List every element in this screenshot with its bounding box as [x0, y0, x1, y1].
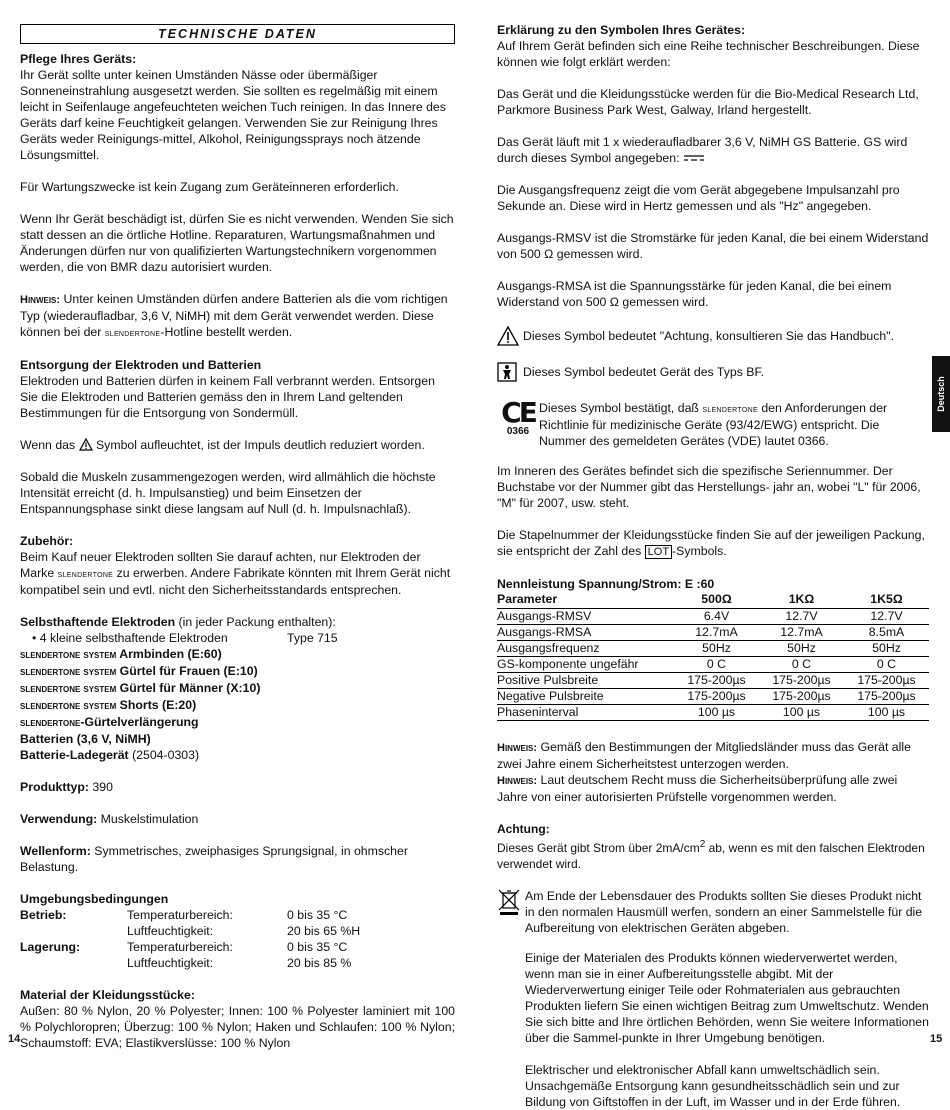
disposal-section	[20, 357, 455, 421]
impulse-note: Wenn das Symbol aufleuchtet, ist der Impuls deutlich reduziert worden.	[20, 438, 425, 452]
electrodes-list: Selbsthaftende Elektroden (in jeder Packung enthalten): • 4 kleine selbsthaftende Elektroden Type 715 slendertone system Armbinden (E:60) slendertone system Gürtel für Frauen (E:10) slendertone system Gürtel für Männer (X:10) slendertone system Shorts (E:20) slendertone-Gürtelverlängerung Batterien (3,6 V, NiMH) Batterie-Ladegerät (2504-0303)	[20, 614, 455, 763]
ce-mark-icon: CE 0366	[497, 400, 539, 438]
left-page	[20, 0, 455, 1053]
page-number-right: 15	[930, 1033, 943, 1045]
batteries-item: Batterien (3,6 V, NiMH)	[20, 732, 151, 746]
accessory-item: slendertone-Gürtelverlängerung	[20, 715, 199, 729]
waveform: Wellenform: Symmetrisches, zweiphasiges Sprungsignal, in ohmscher Belastung.	[20, 844, 408, 874]
table-row: Ausgangs-RMSA 12.7mA 12.7mA 8.5mA	[497, 624, 929, 640]
dc-symbol-icon	[683, 154, 705, 162]
electrode-item: • 4 kleine selbsthaftende Elektroden	[32, 631, 228, 645]
table-row: GS-komponente ungefähr 0 C 0 C 0 C	[497, 656, 929, 672]
material-heading: Material der Kleidungsstücke:	[20, 988, 195, 1002]
environment-heading: Umgebungsbedingungen	[20, 892, 169, 906]
serial-text: Im Inneren des Gerätes befindet sich die spezifische Seriennummer. Der Buchstabe vor der Nummer gibt das Herstellungs- jahr an, wobei "L" für 2006, "M" für 2007, usw. steht.	[497, 464, 921, 510]
caution-section: Achtung: Dieses Gerät gibt Strom über $2mA/cm^2$ ab, wenn es mit den falschen Elektroden verwendet wird.	[497, 821, 929, 872]
accessory-item: slendertone system Gürtel für Männer (X:10)	[20, 681, 261, 695]
table-heading: Nennleistung Spannung/Strom: E :60	[497, 577, 715, 591]
environment-row: Betrieb: Temperaturbereich: 0 bis 35 °C	[20, 908, 348, 922]
bf-symbol-row: Dieses Symbol bedeutet Gerät des Typs BF.	[497, 362, 929, 386]
table-row: Ausgangsfrequenz 50Hz 50Hz 50Hz	[497, 640, 929, 656]
frequency-text: Die Ausgangsfrequenz zeigt die vom Gerät abgegebene Impulsanzahl pro Sekunde an. Diese wird in Hertz gemessen und als "Hz" angegeben.	[497, 183, 900, 213]
material-section	[20, 987, 455, 1051]
table-row: Negative Pulsbreite 175-200µs 175-200µs 175-200µs	[497, 688, 929, 704]
note-label: Hinweis:	[497, 741, 538, 754]
environment-row: Lagerung: Temperaturbereich: 0 bis 35 °C	[20, 940, 348, 954]
battery-text: Das Gerät läuft mit 1 x wiederaufladbarer 3,6 V, NiMH GS Batterie. GS wird durch dieses Symbol angegeben:	[497, 135, 908, 165]
language-tab: Deutsch	[932, 356, 950, 432]
weee-text-2: Einige der Materialen des Produkts können wiederverwertet werden, wenn man sie in einer Aufbereitungsstelle abgibt. Mit der Wiederverwertung einiger Teile oder Rohmaterialen aus gebrauchten Produkten liefern Sie einen wichtigen Beitrag zum Umweltschutz. Wenden Sie sich bitte and Ihre örtlichen Behörden, wenn Sie weitere Informationen über die Sammel-punkte in Ihrer Umgebung benötigen.	[525, 950, 929, 1045]
weee-text-3: Elektrischer und elektronischer Abfall kann umweltschädlich sein. Unsachgemäße Entsorgung kann gesundheitsschädlich sein und zur Bildung von Giftstoffen in der Luft, im Wasser und in der Erde führen.	[525, 1062, 901, 1109]
environment-section	[20, 891, 455, 971]
material-text: Außen: 80 % Nylon, 20 % Polyester; Innen: 100 % Polyester laminiert mit 100 % Polychloropren; Überzug: 100 % Nylon; Haken und Schlaufen: 100 % Nylon; Schaumstoff: EVA; Elastikverslüsse: 100 % Nylon	[20, 1004, 455, 1050]
muscle-text: Sobald die Muskeln zusammengezogen werden, wird allmählich die höchste Intensität erreicht (d. h. Impulsanstieg) und beim Einsetzen der Entspannungsphase sinkt diese langsam auf Null (d. h. Impulsnachlaß).	[20, 470, 436, 516]
symbols-section: Erklärung zu den Symbolen Ihres Gerätes: Auf Ihrem Gerät befinden sich eine Reihe technischer Beschreibungen. Diese können wie folgt erklärt werden:	[497, 22, 929, 70]
accessory-item: slendertone system Shorts (E:20)	[20, 698, 197, 712]
table-row: Phaseninterval 100 µs 100 µs 100 µs	[497, 704, 929, 720]
care-text: Ihr Gerät sollte unter keinen Umständen Nässe oder übermäßiger Sonneneinstrahlung ausgesetzt werden. Sie sollten es regelmäßig mit einem leicht in Seifenlauge angefeuchteten weichen Tuch reinigen. In das Innere des Geräts darf keine Feuchtigkeit gelangen. Verwenden Sie zur Reinigung Ihres Geräts weder Reinigungs-mittel, Alkohol, Reinigungssprays noch ätzende Lösungsmittel.	[20, 68, 446, 162]
lot-symbol-icon: LOT	[645, 545, 672, 559]
batch-text: Die Stapelnummer der Kleidungsstücke finden Sie auf der jeweiligen Packung, sie entspricht der Zahl des LOT -Symbols.	[497, 528, 925, 558]
usage: Verwendung: Muskelstimulation	[20, 812, 199, 826]
brand-name: slendertone	[57, 568, 114, 580]
output-table	[497, 592, 929, 721]
brand-name: slendertone	[702, 403, 758, 415]
table-header-row: Parameter 500Ω 1KΩ 1K5Ω	[497, 592, 929, 608]
care-heading: Pflege Ihres Geräts:	[20, 52, 137, 66]
manufacturer-text: Das Gerät und die Kleidungsstücke werden für die Bio-Medical Research Ltd, Parkmore Business Park West, Galway, Irland hergestellt.	[497, 87, 919, 117]
damage-text: Wenn Ihr Gerät beschädigt ist, dürfen Sie es nicht verwenden. Wenden Sie sich statt dessen an die örtliche Hotline. Reparaturen, Wartungsmaßnahmen und Änderungen dürfen nur von qualifizierten Wartungstechnikern vorgenommen werden, die von BMR dazu autorisiert wurden.	[20, 212, 454, 274]
caution-heading: Achtung:	[497, 821, 550, 836]
battery-note: Hinweis: Unter keinen Umständen dürfen andere Batterien als die vom richtigen Typ (wiederaufladbar, 3,6 V, NiMH) mit dem Gerät verwendet werden. Diese können bei der slendertone-Hotline bestellt werden.	[20, 292, 448, 339]
disposal-heading: Entsorgung der Elektroden und Batterien	[20, 358, 262, 372]
ce-number: 0366	[506, 426, 530, 437]
attention-symbol-row: Dieses Symbol bedeutet "Achtung, konsultieren Sie das Handbuch".	[497, 326, 929, 350]
accessory-item: slendertone system Armbinden (E:60)	[20, 647, 222, 661]
rmsv-text: Ausgangs-RMSV ist die Stromstärke für jeden Kanal, die bei einem Widerstand von 500 Ω gemessen wird.	[497, 231, 929, 261]
warning-triangle-icon	[79, 438, 93, 451]
accessory-item: slendertone system Gürtel für Frauen (E:10)	[20, 664, 258, 678]
rmsa-text: Ausgangs-RMSA ist die Spannungsstärke für jeden Kanal, die bei einem Widerstand von 500 Ω gemessen wird.	[497, 279, 892, 309]
electrodes-heading: Selbsthaftende Elektroden	[20, 615, 176, 629]
ce-symbol-row: CE 0366 Dieses Symbol bestätigt, daß slendertone den Anforderungen der Richtlinie für medizinische Geräte (93/42/EWG) entspricht. Die Nummer des gemeldeten Gerätes (VDE) lautet 0366.	[497, 400, 929, 449]
environment-row: Luftfeuchtigkeit: 20 bis 65 %H	[127, 924, 361, 938]
symbols-heading: Erklärung zu den Symbolen Ihres Gerätes:	[497, 23, 746, 37]
right-page	[497, 0, 929, 1109]
care-section	[20, 51, 455, 163]
charger-item: Batterie-Ladegerät	[20, 748, 129, 762]
crossed-bin-icon	[497, 888, 521, 916]
product-type: Produkttyp: 390	[20, 780, 113, 794]
accessories-heading: Zubehör:	[20, 534, 74, 548]
type-bf-icon	[497, 362, 517, 382]
environment-row: Luftfeuchtigkeit: 20 bis 85 %	[127, 956, 352, 970]
table-row: Ausgangs-RMSV 6.4V 12.7V 12.7V	[497, 608, 929, 624]
disposal-text: Elektroden und Batterien dürfen in keinem Fall verbrannt werden. Entsorgen Sie die Elektroden und Batterien gemäss den in Ihrem Land geltenden Bestimmungen für die Entsorgung von Sondermüll.	[20, 374, 435, 420]
page-number-left: 14	[8, 1033, 21, 1045]
note-label: Hinweis:	[20, 294, 61, 306]
section-title: TECHNISCHE DATEN	[20, 24, 455, 44]
accessories-section: Zubehör: Beim Kauf neuer Elektroden sollten Sie darauf achten, nur Elektroden der Marke slendertone zu erwerben. Andere Fabrikate könnten mit Ihrem Gerät nicht kompatibel sein und evtl. nicht den Sicherheitsstandards entsprechen.	[20, 533, 455, 598]
note-label: Hinweis:	[497, 774, 538, 787]
maintenance-text: Für Wartungszwecke ist kein Zugang zum Geräteinneren erforderlich.	[20, 180, 399, 194]
weee-text-1: Am Ende der Lebensdauer des Produkts sollten Sie dieses Produkt nicht in den normalen Hausmüll werfen, sondern an einer Sammelstelle für die Aufbereitung von elektrischen Geräten abgeben.	[525, 888, 923, 935]
brand-name: slendertone	[104, 327, 161, 339]
inspection-notes: Hinweis: Gemäß den Bestimmungen der Mitgliedsländer muss das Gerät alle zwei Jahre einem Sicherheitstest unterzogen werden. Hinweis: Laut deutschem Recht muss die Sicherheitsüberprüfung alle zwei Jahre von einer autorisierten Prüfstelle vorgenommen werden.	[497, 739, 911, 804]
electrode-type: Type 715	[287, 631, 338, 645]
weee-section	[497, 888, 929, 936]
table-row: Positive Pulsbreite 175-200µs 175-200µs 175-200µs	[497, 672, 929, 688]
warning-triangle-icon	[497, 326, 519, 346]
